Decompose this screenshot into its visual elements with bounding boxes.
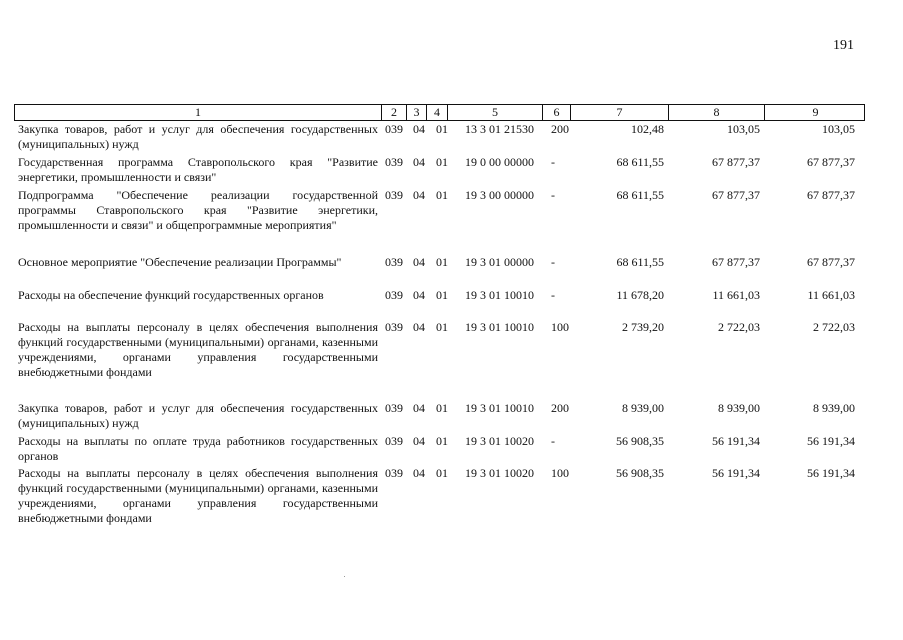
cell-expense-type: - (551, 288, 555, 302)
column-header: 1 (15, 105, 382, 120)
cell-amount-2: 11 661,03 (712, 288, 760, 302)
cell-expense-type: 200 (551, 122, 569, 136)
table-header (14, 104, 865, 121)
cell-subsection: 01 (436, 288, 448, 302)
row-description: Подпрограмма "Обеспечение реализации государственной программы Ставропольского края "Развитие энергетики, промышленности и связи" и общепрограммные мероприятия" (18, 188, 378, 232)
cell-amount-1: 68 611,55 (616, 255, 664, 269)
cell-amount-3: 8 939,00 (813, 401, 855, 415)
cell-amount-1: 11 678,20 (616, 288, 664, 302)
cell-amount-1: 102,48 (631, 122, 664, 136)
row-description: Закупка товаров, работ и услуг для обеспечения государственных (муниципальных) нужд (18, 401, 378, 430)
row-description: Расходы на выплаты персоналу в целях обеспечения выполнения функций государственными (муниципальными) органами, казенными учреждениями, органами управления государственными внебюджетными фондами (18, 466, 378, 525)
cell-amount-1: 8 939,00 (622, 401, 664, 415)
column-header: 2 (382, 105, 407, 120)
cell-amount-1: 68 611,55 (616, 188, 664, 202)
cell-target-code: 19 3 00 00000 (465, 188, 534, 202)
row-description: Расходы на выплаты персоналу в целях обеспечения выполнения функций государственными (муниципальными) органами, казенными учреждениями, органами управления государственными внебюджетными фондами (18, 320, 378, 379)
cell-amount-2: 8 939,00 (718, 401, 760, 415)
cell-amount-2: 56 191,34 (712, 434, 760, 448)
cell-subsection: 01 (436, 255, 448, 269)
cell-amount-3: 56 191,34 (807, 434, 855, 448)
column-header: 8 (669, 105, 765, 120)
column-header: 3 (407, 105, 427, 120)
page-number: 191 (833, 38, 854, 53)
cell-section: 04 (413, 288, 425, 302)
cell-amount-1: 56 908,35 (616, 466, 664, 480)
cell-subsection: 01 (436, 155, 448, 169)
cell-target-code: 13 3 01 21530 (465, 122, 534, 136)
cell-admin-code: 039 (385, 255, 403, 269)
cell-section: 04 (413, 188, 425, 202)
cell-expense-type: 100 (551, 466, 569, 480)
cell-expense-type: - (551, 188, 555, 202)
cell-subsection: 01 (436, 188, 448, 202)
cell-amount-3: 2 722,03 (813, 320, 855, 334)
cell-admin-code: 039 (385, 401, 403, 415)
cell-admin-code: 039 (385, 188, 403, 202)
column-header: 4 (427, 105, 448, 120)
cell-amount-2: 2 722,03 (718, 320, 760, 334)
cell-expense-type: 100 (551, 320, 569, 334)
cell-amount-3: 67 877,37 (807, 255, 855, 269)
cell-amount-3: 11 661,03 (807, 288, 855, 302)
cell-expense-type: - (551, 434, 555, 448)
cell-section: 04 (413, 401, 425, 415)
cell-admin-code: 039 (385, 434, 403, 448)
cell-target-code: 19 0 00 00000 (465, 155, 534, 169)
cell-expense-type: 200 (551, 401, 569, 415)
cell-amount-3: 67 877,37 (807, 155, 855, 169)
cell-subsection: 01 (436, 401, 448, 415)
cell-amount-1: 68 611,55 (616, 155, 664, 169)
column-header: 7 (571, 105, 669, 120)
cell-expense-type: - (551, 255, 555, 269)
cell-subsection: 01 (436, 320, 448, 334)
column-header: 6 (543, 105, 571, 120)
cell-subsection: 01 (436, 434, 448, 448)
cell-section: 04 (413, 155, 425, 169)
row-description: Основное мероприятие "Обеспечение реализации Программы" (18, 255, 342, 269)
cell-amount-3: 67 877,37 (807, 188, 855, 202)
cell-amount-2: 67 877,37 (712, 188, 760, 202)
cell-amount-3: 103,05 (822, 122, 855, 136)
cell-subsection: 01 (436, 466, 448, 480)
cell-target-code: 19 3 01 10010 (465, 401, 534, 415)
cell-target-code: 19 3 01 00000 (465, 255, 534, 269)
cell-amount-2: 56 191,34 (712, 466, 760, 480)
cell-target-code: 19 3 01 10010 (465, 320, 534, 334)
cell-subsection: 01 (436, 122, 448, 136)
row-description: Государственная программа Ставропольского края "Развитие энергетики, промышленности и связи" (18, 155, 378, 184)
cell-admin-code: 039 (385, 122, 403, 136)
cell-admin-code: 039 (385, 320, 403, 334)
cell-section: 04 (413, 255, 425, 269)
cell-amount-2: 67 877,37 (712, 155, 760, 169)
cell-section: 04 (413, 434, 425, 448)
column-header: 9 (812, 105, 819, 119)
cell-target-code: 19 3 01 10010 (465, 288, 534, 302)
cell-section: 04 (413, 320, 425, 334)
cell-amount-1: 56 908,35 (616, 434, 664, 448)
cell-amount-2: 67 877,37 (712, 255, 760, 269)
cell-section: 04 (413, 122, 425, 136)
row-description: Расходы на выплаты по оплате труда работников государственных органов (18, 434, 378, 463)
scan-speck (344, 576, 345, 577)
row-description: Расходы на обеспечение функций государственных органов (18, 288, 324, 302)
column-header: 5 (448, 105, 543, 120)
cell-amount-3: 56 191,34 (807, 466, 855, 480)
cell-target-code: 19 3 01 10020 (465, 466, 534, 480)
cell-target-code: 19 3 01 10020 (465, 434, 534, 448)
cell-amount-1: 2 739,20 (622, 320, 664, 334)
cell-amount-2: 103,05 (727, 122, 760, 136)
cell-expense-type: - (551, 155, 555, 169)
row-description: Закупка товаров, работ и услуг для обеспечения государственных (муниципальных) нужд (18, 122, 378, 151)
cell-admin-code: 039 (385, 155, 403, 169)
cell-admin-code: 039 (385, 466, 403, 480)
cell-admin-code: 039 (385, 288, 403, 302)
cell-section: 04 (413, 466, 425, 480)
